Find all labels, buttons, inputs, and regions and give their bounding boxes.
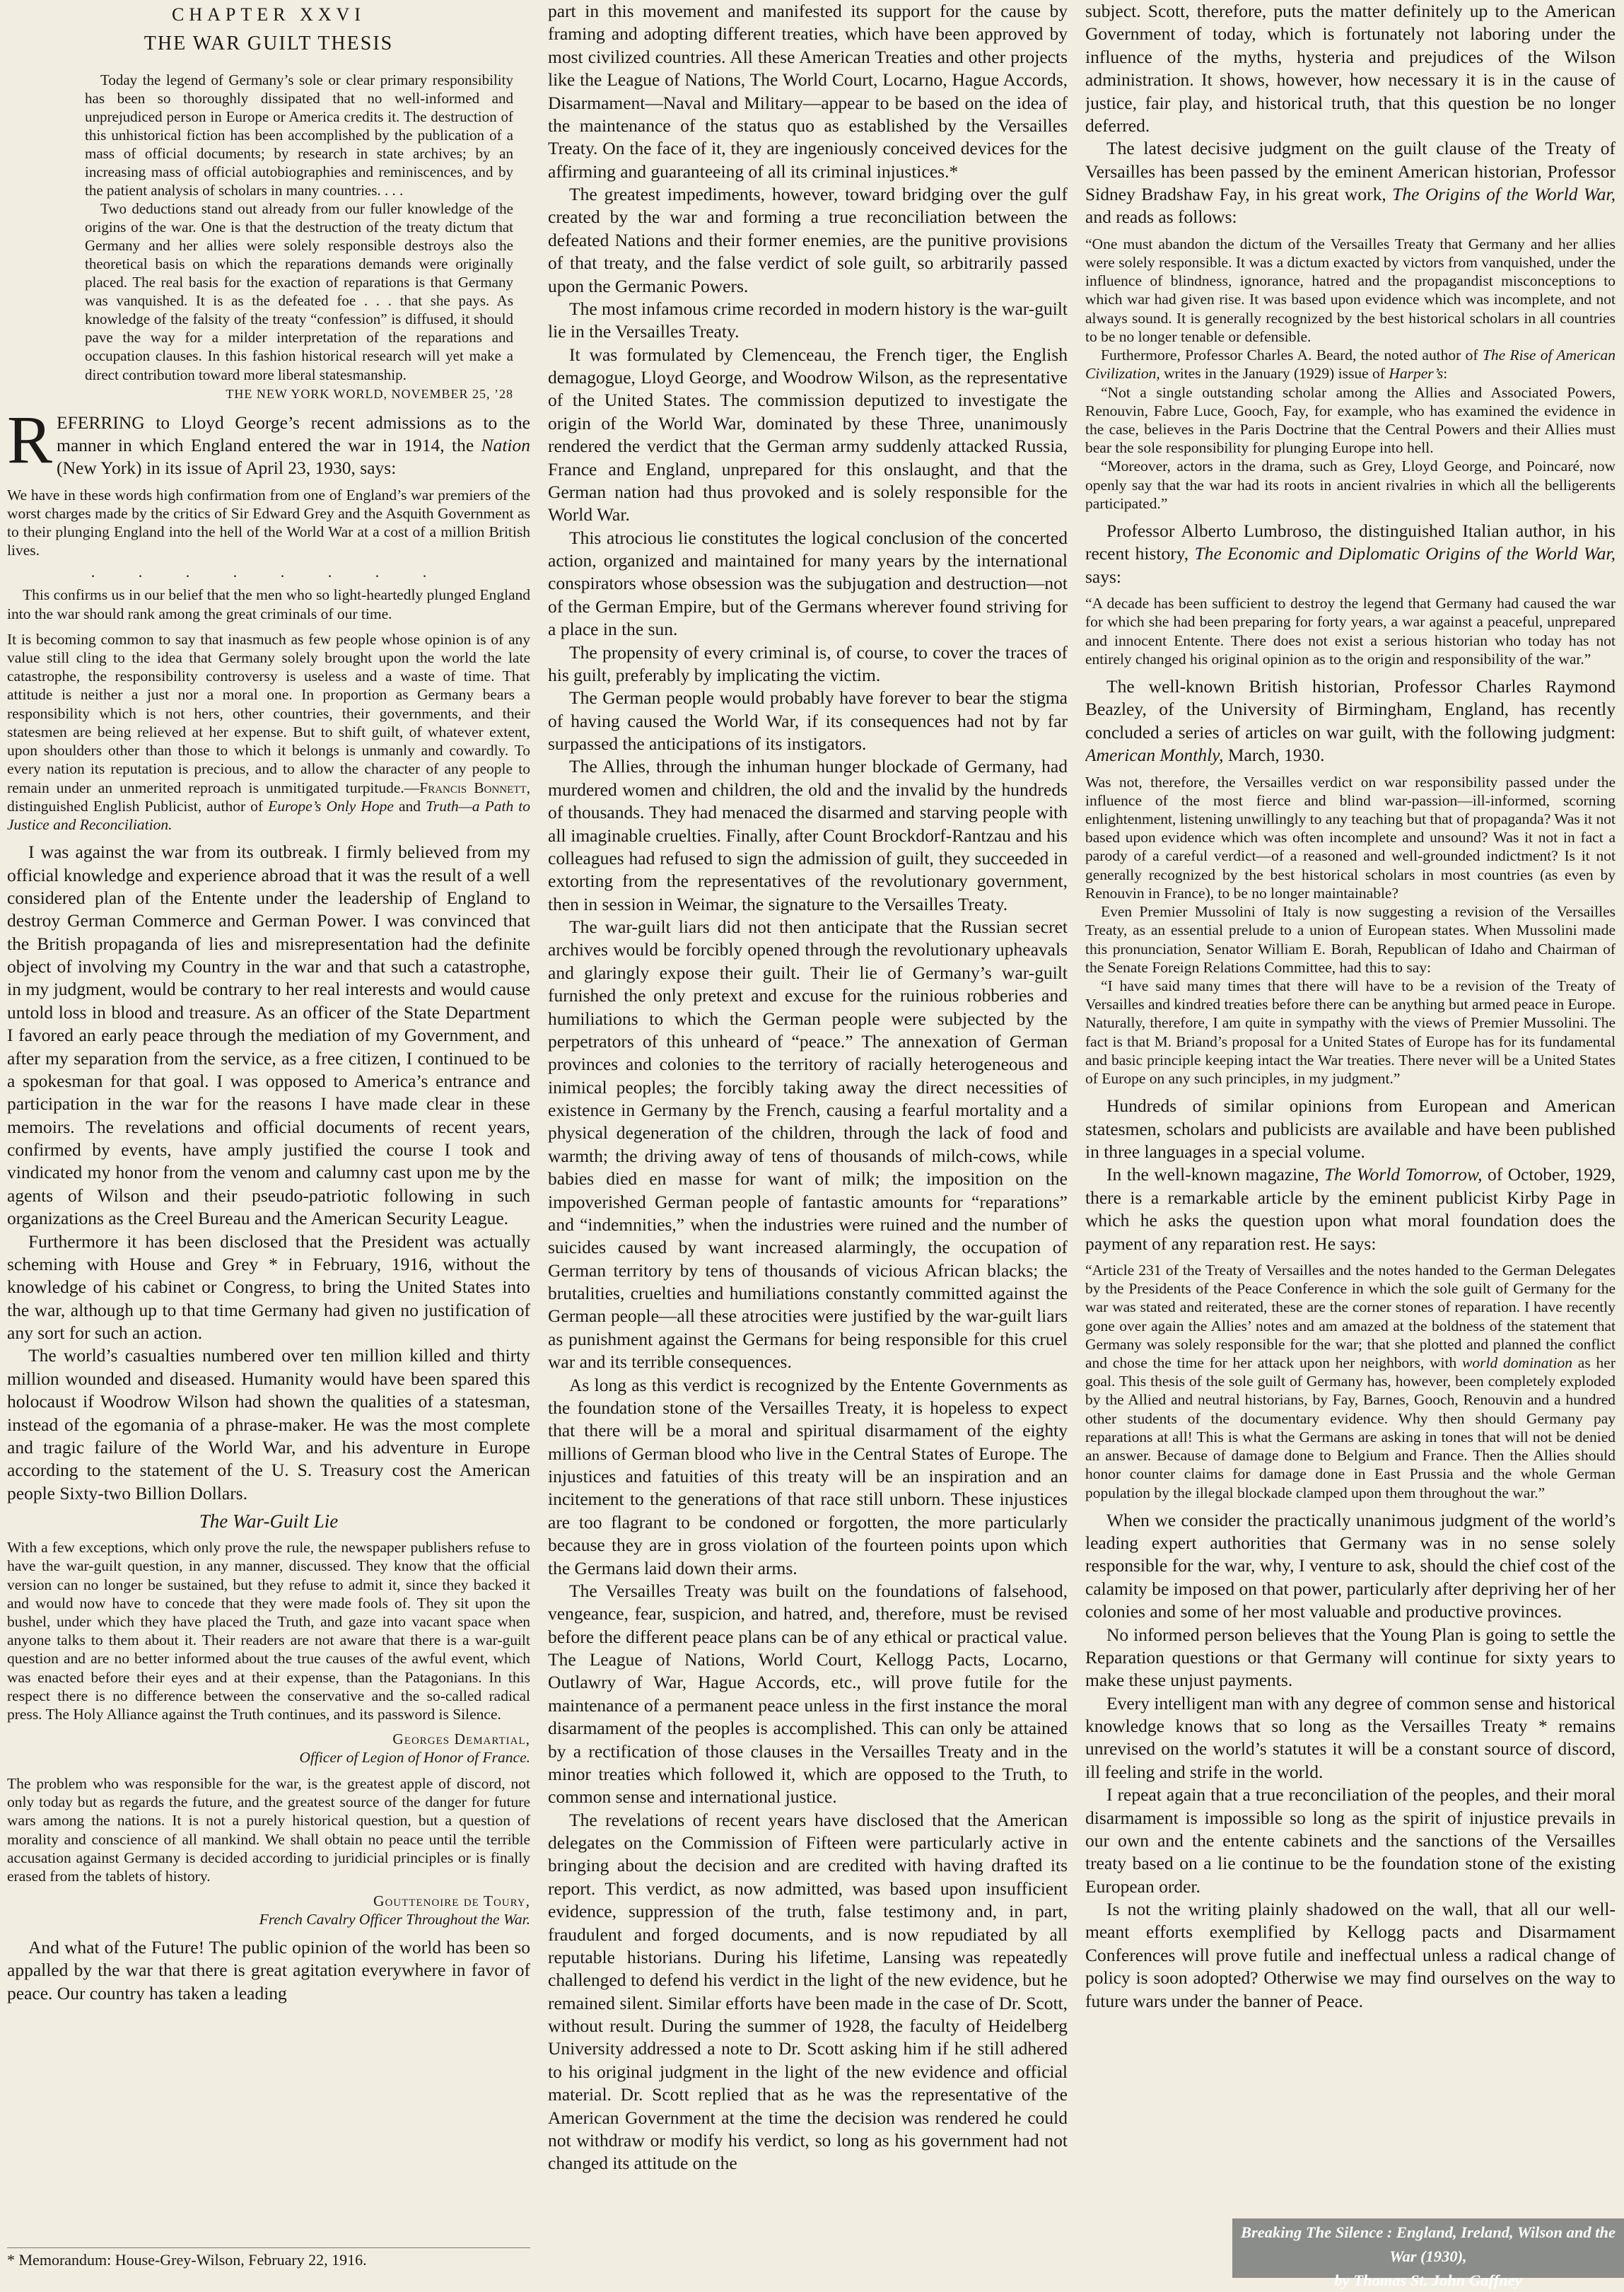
body-paragraph: The Allies, through the inhuman hunger blockade of Germany, had murdered women and children, the old and the invalid by the hundreds of thousands. They had menaced the disarmed and starving people with all imaginable cruelties. Finally, after Count Brockdorf-Rantzau and his colleagues had refused to sign the admission of guilt, they succeeded in extorting from the representatives of the revolutionary government, then in session in Weimar, the signature to the Versailles Treaty.: [548, 755, 1068, 916]
section-heading: The War-Guilt Lie: [7, 1511, 530, 1532]
body-paragraph: The latest decisive judgment on the guilt clause of the Treaty of Versailles has been passed by the eminent American historian, Professor Sidney Bradshaw Fay, in his great work, The Origins of the World War, and reads as follows:: [1085, 137, 1616, 229]
quote-beazley: Was not, therefore, the Versailles verdict on war responsibility passed under the influence of the most fierce and blind war-passion—ill-informed, scorning enlightenment, listening unwillingly to any teaching but that of propaganda? Was it not based upon evidence which was often incomplete and unsound? Was it not in fact a parody of a careful verdict—of a reasoned and well-grounded indictment? Is it not generally recognized by the best historical scholars in most countries (as even by Renouvin in France), to be no longer maintainable? Even Premier Mussolini of Italy is now suggesting a revision of the Versailles Treaty, as an essential prelude to a union of European states. When Mussolini made this pronunciation, Senator William E. Borah, Republican of Idaho and Chairman of the Senate Foreign Relations Committee, had this to say: “I have said many times that there will have to be a revision of the Treaty of Versailles and kindred treaties before there can be anything but armed peace in Europe. Naturally, therefore, I am quite in sympathy with the views of Premier Mussolini. The fact is that M. Briand’s proposal for a United States of Europe has for its fundamental and basic principle keeping intact the War treaties. There never will be a United States of Europe on any such principles, in my judgment.”: [1085, 773, 1616, 1088]
body-paragraph: It was formulated by Clemenceau, the French tiger, the English demagogue, Lloyd George, and Woodrow Wilson, as the representative of the United States. The commission deputized to investigate the origin of the World War, dominated by these Three, unanimously rendered the verdict that the German army suddenly attacked Russia, France and England, unprepared for this onslaught, and that the German nation had thus provoked and is solely responsible for the World War.: [548, 344, 1068, 527]
body-paragraph: The greatest impediments, however, toward bridging over the gulf created by the war and forming a true reconciliation between the defeated Nations and their former enemies, are the punitive provisions of that treaty, and the false verdict of sole guilt, so arbitrarily passed upon the Germanic Powers.: [548, 183, 1068, 298]
body-paragraph: No informed person believes that the Young Plan is going to settle the Reparation questions or that Germany will continue for sixty years to make these unjust payments.: [1085, 1624, 1616, 1692]
body-paragraph: Hundreds of similar opinions from European and American statesmen, scholars and publicists are available and have been published in three languages in a special volume.: [1085, 1095, 1616, 1163]
quote-toury: The problem who was responsible for the war, is the greatest apple of discord, not only today but as regards the future, and the greatest source of the danger for future wars among the nations. It is not a purely historical question, but a question of morality and conscience of all mankind. We shall obtain no peace until the terrible accusation against Germany is decided according to juridicial principles or is finally erased from the tablets of history.: [7, 1774, 530, 1885]
chapter-label: CHAPTER XXVI: [7, 4, 530, 25]
body-paragraph: The most infamous crime recorded in modern history is the war-guilt lie in the Versailles Treaty.: [548, 298, 1068, 344]
epigraph-paragraph: Today the legend of Germany’s sole or clear primary responsibility has been so thoroughly dissipated that no well-informed and unprejudiced person in Europe or America credits it. The destruction of this unhistorical fiction has been accomplished by the publication of a mass of official documents; by research in state archives; by an increasing mass of official autobiographies and reminiscences, and by the patient analysis of scholars in many countries. . . .: [85, 71, 513, 199]
body-paragraph: The well-known British historian, Professor Charles Raymond Beazley, of the University of Birmingham, England, has recently concluded a series of articles on war guilt, with the following judgment: American Monthly, March, 1930.: [1085, 675, 1616, 767]
chapter-title: THE WAR GUILT THESIS: [7, 33, 530, 55]
drop-cap: R: [7, 413, 52, 467]
intro-paragraph: REFERRING to Lloyd George’s recent admissions as to the manner in which England entered the war in 1914, the Nation (New York) in its issue of April 23, 1930, says:: [7, 412, 530, 480]
body-paragraph: In the well-known magazine, The World Tomorrow, of October, 1929, there is a remarkable article by the eminent publicist Kirby Page in which he asks the question upon what moral foundation does the payment of any reparation rest. He says:: [1085, 1163, 1616, 1255]
quote-fay: “One must abandon the dictum of the Versailles Treaty that Germany and her allies were solely responsible. It was a dictum exacted by victors from vanquished, under the influence of blindness, ignorance, hatred and the propagandist misconceptions to which war had given rise. It was based upon evidence which was incomplete, and not always sound. It is generally recognized by the best historical scholars in all countries to be no longer tenable or defensible. Furthermore, Professor Charles A. Beard, the noted author of The Rise of American Civilization, writes in the January (1929) issue of Harper’s: “Not a single outstanding scholar among the Allies and Associated Powers, Renouvin, Fabre Luce, Gooch, Fay, for example, who has examined the evidence in the case, believes in the Paris Doctrine that the Central Powers and their Allies must bear the sole responsibility for plunging Europe into hell. “Moreover, actors in the drama, such as Grey, Lloyd George, and Poincaré, now openly say that the war had its roots in ancient rivalries in which all the belligerents participated.”: [1085, 235, 1616, 513]
epigraph: [7, 71, 530, 384]
body-paragraph: Furthermore it has been disclosed that the President was actually scheming with House and Grey * in February, 1916, without the knowledge of his cabinet or Congress, to bring the United States into the war, although up to that time Germany had given no justification of any sort for such an action.: [7, 1231, 530, 1345]
body-paragraph: The world’s casualties numbered over ten million killed and thirty million wounded and diseased. Humanity would have been spared this holocaust if Woodrow Wilson had shown the qualities of a statesman, instead of the egomania of a phrase-maker. He was the most complete and tragic failure of the World War, and his adventure in Europe according to the statement of the U. S. Treasury cost the American people Sixty-two Billion Dollars.: [7, 1344, 530, 1505]
body-paragraph: The German people would probably have forever to bear the stigma of having caused the World War, if its consequences had not by far surpassed the anticipations of its instigators.: [548, 687, 1068, 755]
body-paragraph: I repeat again that a true reconciliation of the peoples, and their moral disarmament is impossible so long as the spirit of injustice prevails in our own and the entente cabinets and the sanctions of the Versailles treaty based on a lie continue to be the foundation stone of the existing European order.: [1085, 1784, 1616, 1898]
body-paragraph: subject. Scott, therefore, puts the matter definitely up to the American Government of today, which is fortunately not laboring under the influence of the myths, hysteria and prejudices of the Wilson administration. It shows, however, how necessary it is in the cause of justice, fair play, and historical truth, that this question be no longer deferred.: [1085, 0, 1616, 137]
quote-lumbroso: “A decade has been sufficient to destroy the legend that Germany had caused the war for which she had been preparing for forty years, a war against a peaceful, unprepared and innocent Entente. There does not exist a serious historian who today has not entirely changed his original opinion as to the origin and responsibility of the war.”: [1085, 594, 1616, 668]
column-right: [1085, 0, 1616, 2192]
body-paragraph: I was against the war from its outbreak. I firmly believed from my official knowledge and experience abroad that it was the result of a well considered plan of the Entente under the leadership of England to destroy German Commerce and German Power. I was convinced that the British propaganda of lies and misrepresentation had the definite object of involving my Country in the war and that such a catastrophe, in my judgment, would be contrary to her real interests and would cause untold loss in blood and treasure. As an officer of the State Department I favored an early peace through the mediation of my Government, and after my separation from the service, as a free citizen, I continued to be a spokesman for that goal. I was opposed to America’s entrance and participation in the war for the reasons I have made clear in these memoirs. The revelations and official documents of recent years, confirmed by events, have amply justified the course I took and vindicated my honor from the venom and calumny cast upon me by the agents of Wilson and their pseudo-patriotic following in such organizations as the Creel Bureau and the American Security League.: [7, 841, 530, 1230]
epigraph-source: THE NEW YORK WORLD, NOVEMBER 25, ’28: [7, 387, 513, 402]
column-middle: [548, 0, 1068, 2273]
attribution: Georges Demartial, Officer of Legion of Honor of France.: [7, 1730, 530, 1767]
body-paragraph: This atrocious lie constitutes the logical conclusion of the concerted action, organized and maintained for many years by the international conspirators whose obsession was the subjugation and destruction—not of the German Empire, but of the Germans wherever found striving for a place in the sun.: [548, 527, 1068, 641]
quote-nation: We have in these words high confirmation from one of England’s war premiers of the worst charges made by the critics of Sir Edward Grey and the Asquith Government as to their plunging England into the hell of the World War at a cost of a million British lives. . . . . . . . . This confirms us in our belief that the men who so light-heartedly plunged England into the war should rank among the great criminals of our time.: [7, 486, 530, 623]
footnote: * Memorandum: House-Grey-Wilson, February 22, 1916.: [7, 2247, 530, 2269]
body-paragraph: When we consider the practically unanimous judgment of the world’s leading expert authorities that Germany was in no sense solely responsible for the war, why, I venture to ask, should the chief cost of the calamity be imposed on that power, particularly after depriving her of her colonies and some of her most valuable and productive provinces.: [1085, 1509, 1616, 1624]
quote-page: “Article 231 of the Treaty of Versailles and the notes handed to the German Delegates by the Presidents of the Peace Conference in which the sole guilt of Germany for the war was stated and reiterated, these are the corner stones of reparation. I have recently gone over again the Allies’ notes and am amazed at the boldness of the statement that Germany was solely responsible for the war; that she plotted and planned the conflict and chose the time for her attack upon her neighbors, with world domination as her goal. This thesis of the sole guilt of Germany has, however, been completely exploded by the Allied and neutral historians, by Fay, Barnes, Gooch, Renouvin and a hundred other students of the documentary evidence. Why then should Germany pay reparations at all! This is what the Germans are asking in tones that will not be denied an answer. Because of damage done to Belgium and France. Then the Allies should honor counter claims for damage done in East Prussia and the whole German population by the illegal blockade clamped upon them throughout the war.”: [1085, 1261, 1616, 1502]
body-paragraph: The war-guilt liars did not then anticipate that the Russian secret archives would be forcibly opened through the revolutionary upheavals and glaringly expose their guilt. Their lie of Germany’s war-guilt furnished the only pretext and excuse for the ruinious robberies and humiliations to which the German people were subjected by the perpetrators of this unheard of “peace.” The annexation of German provinces and colonies to the territory of racially heterogeneous and inimical peoples; the forcibly taking away the direct necessities of existence in Germany by the French, causing a fearful mortality and a physical degeneration of the children, through the lack of food and warmth; the driving away of tens of thousands of milch-cows, while babies died en masse for want of milk; the imposition on the impoverished German people of fantastic amounts for “reparations” and “indemnities,” when the industries were ruined and the number of suicides caused by want increased alarmingly, the occupation of German territory by tens of thousands of vicious African blacks; the brutalities, cruelties and humiliations constantly committed against the German people—all these atrocities were justified by the war-guilt liars as punishment against the Germans for being responsible for this cruel war and its terrible consequences.: [548, 916, 1068, 1374]
body-paragraph: The revelations of recent years have disclosed that the American delegates on the Commission of Fifteen were particularly active in bringing about the decision and are credited with having drafted its report. This verdict, as now admitted, was based upon insufficient evidence, suppression of the truth, false testimony and, in part, fraudulent and forged documents, and is now repudiated by all reputable historians. During his lifetime, Lansing was repeatedly challenged to defend his verdict in the light of the new evidence, but he remained silent. Similar efforts have been made in the case of Dr. Scott, without result. During the summer of 1928, the faculty of Heidelberg University addressed a note to Dr. Scott asking him if he still adhered to his original judgment in the light of the new evidence and official material. Dr. Scott replied that as he was the representative of the American Government at the time the decision was rendered he could not withdraw or modify his verdict, so long as his government had not changed its attitude on the: [548, 1809, 1068, 2175]
body-paragraph: Every intelligent man with any degree of common sense and historical knowledge knows that so long as the Versailles Treaty * remains unrevised on the world’s statutes it will be a constant source of discord, ill feeling and strife in the world.: [1085, 1692, 1616, 1784]
source-caption-banner: [1232, 2218, 1624, 2278]
quote-bonnett: It is becoming common to say that inasmuch as few people whose opinion is of any value still cling to the idea that Germany solely brought upon the world the late catastrophe, the responsibility controversy is useless and a waste of time. That attitude is neither a just nor a moral one. In proportion as Germany bears a responsibility which is not hers, other countries, their governments, and their statesmen are being relieved at her expense. But to shift guilt, of whatever extent, upon shoulders other than those to which it belongs is unmanly and cowardly. To every nation its reputation is precious, and to allow the character of any people to remain under an unmerited reproach is unmitigated turpitude.—Francis Bonnett, distinguished English Publicist, author of Europe’s Only Hope and Truth—a Path to Justice and Reconciliation.: [7, 630, 530, 834]
source-caption-title: Breaking The Silence : England, Ireland, Wilson and the War (1930),: [1232, 2221, 1624, 2269]
column-left: [7, 0, 530, 2273]
attribution: Gouttenoire de Toury, French Cavalry Officer Throughout the War.: [7, 1892, 530, 1929]
body-paragraph: part in this movement and manifested its support for the cause by framing and adopting different treaties, which have been approved by most civilized countries. All these American Treaties and other projects like the League of Nations, The World Court, Locarno, Hague Accords, Disarmament—Naval and Military—appear to be based on the idea of the maintenance of the status quo as established by the Versailles Treaty. On the face of it, they are ingeniously conceived devices for the affirming and guaranteeing of all its criminal injustices.*: [548, 0, 1068, 183]
body-paragraph: The Versailles Treaty was built on the foundations of falsehood, vengeance, fear, suspicion, and hatred, and, therefore, must be revised before the different peace plans can be of any ethical or practical value. The League of Nations, World Court, Kellogg Pacts, Locarno, Outlawry of War, Hague Accords, etc., will prove futile for the maintenance of a permanent peace unless in the first instance the moral disarmament of the peoples is accomplished. This can only be attained by a rectification of those clauses in the Versailles Treaty and in the minor treaties which followed it, which are opposed to the Truth, to common sense and international justice.: [548, 1580, 1068, 1809]
source-caption-author: by Thomas St. John Gaffney: [1232, 2269, 1624, 2292]
body-paragraph: The propensity of every criminal is, of course, to cover the traces of his guilt, preferably by implicating the victim.: [548, 641, 1068, 687]
epigraph-paragraph: Two deductions stand out already from our fuller knowledge of the origins of the war. One is that the destruction of the treaty dictum that Germany and her allies were solely responsible destroys also the theoretical basis on which the reparations demands were originally placed. The real basis for the exaction of reparations is that Germany was vanquished. It is as the defeated foe . . . that she pays. As knowledge of the falsity of the treaty “confession” is diffused, it should pave the way for a milder interpretation of the reparations and occupation clauses. In this fashion historical research will yet make a direct contribution toward more liberal statesmanship.: [85, 199, 513, 383]
quote-demartial: With a few exceptions, which only prove the rule, the newspaper publishers refuse to have the war-guilt question, in any manner, discussed. They know that the official version can no longer be sustained, but they refuse to admit it, since they backed it and would now have to concede that they were made fools of. They sit upon the bushel, under which they have placed the Truth, and gaze into vacant space when anyone talks to them about it. Their readers are not aware that there is a war-guilt question and are no better informed about the true causes of the awful event, which was enacted before their eyes and at their expense, than the Patagonians. In this respect there is no difference between the conservative and the so-called radical press. The Holy Alliance against the Truth continues, and its password is Silence.: [7, 1538, 530, 1723]
ellipsis-divider: . . . . . . . .: [7, 563, 530, 582]
body-paragraph: And what of the Future! The public opinion of the world has been so appalled by the war that there is great agitation everywhere in favor of peace. Our country has taken a leading: [7, 1936, 530, 2005]
body-paragraph: Professor Alberto Lumbroso, the distinguished Italian author, in his recent history, The Economic and Diplomatic Origins of the World War, says:: [1085, 520, 1616, 588]
body-paragraph: As long as this verdict is recognized by the Entente Governments as the foundation stone of the Versailles Treaty, it is hopeless to expect that there will be a moral and spiritual disarmament of the eighty millions of German blood who live in the Central States of Europe. The injustices and fatuities of this treaty will be an inspiration and an incitement to the generations of that race still unborn. These injustices are too flagrant to be condoned or forgotten, the more particularly because they are in gross violation of the fourteen points upon which the Germans laid down their arms.: [548, 1374, 1068, 1580]
body-paragraph: Is not the writing plainly shadowed on the wall, that all our well-meant efforts exemplified by Kellogg pacts and Disarmament Conferences will prove futile and ineffectual unless a radical change of policy is soon adopted? Otherwise we may find ourselves on the way to future wars under the banner of Peace.: [1085, 1898, 1616, 2013]
